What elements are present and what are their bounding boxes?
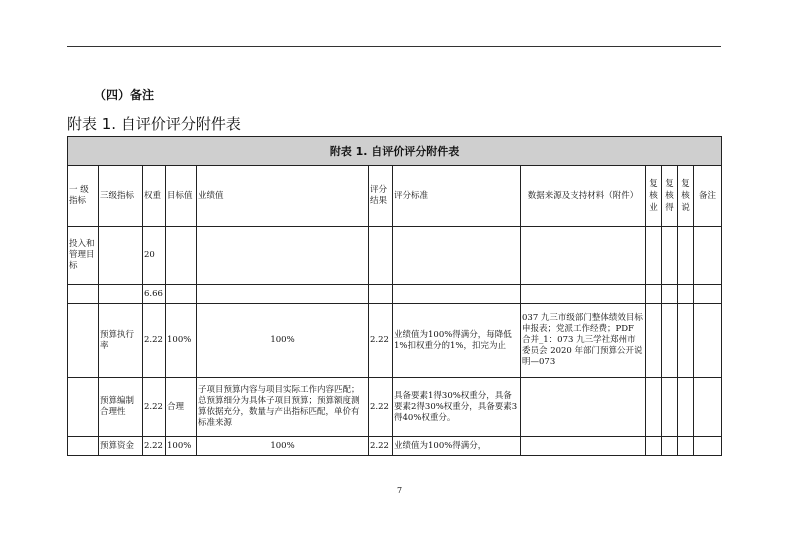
cell-review1 (646, 227, 662, 285)
cell-review2 (662, 378, 678, 437)
cell-target: 100% (166, 437, 197, 456)
cell-weight: 2.22 (143, 304, 166, 378)
header-score: 评分结果 (369, 166, 393, 227)
cell-review3 (678, 285, 694, 304)
cell-weight: 20 (143, 227, 166, 285)
header-review2: 复核得 (662, 166, 678, 227)
cell-level1 (68, 285, 99, 304)
cell-review3 (678, 437, 694, 456)
header-target: 目标值 (166, 166, 197, 227)
cell-review1 (646, 285, 662, 304)
table-row (68, 437, 722, 456)
cell-level3: 预算执行率 (99, 304, 143, 378)
cell-source: 037 九三市级部门整体绩效目标申报表；党派工作经费；PDF 合并_1：073 九三学社郑州市委员会 2020 年部门预算公开说明—073 (521, 304, 646, 378)
cell-target: 100% (166, 304, 197, 378)
cell-review1 (646, 378, 662, 437)
cell-review2 (662, 304, 678, 378)
cell-standard: 业绩值为100%得满分，每降低1%扣权重分的1%，扣完为止 (393, 304, 521, 378)
header-review3: 复核说 (678, 166, 694, 227)
cell-standard: 具备要素1得30%权重分，具备要素2得30%权重分，具备要素3得40%权重分。 (393, 378, 521, 437)
cell-level1 (68, 437, 99, 456)
section-title: （四）备注 (94, 88, 155, 102)
evaluation-table (67, 136, 721, 456)
cell-level1 (68, 378, 99, 437)
cell-review1 (646, 437, 662, 456)
header-level1: 一 级指标 (68, 166, 99, 227)
cell-level3: 预算资金 (99, 437, 143, 456)
cell-review1 (646, 304, 662, 378)
cell-weight: 2.22 (143, 378, 166, 437)
table-row (68, 285, 722, 304)
cell-performance: 100% (197, 304, 369, 378)
header-standard: 评分标准 (393, 166, 521, 227)
table-row (68, 304, 722, 378)
cell-source (521, 378, 646, 437)
table-row (68, 227, 722, 285)
header-rule (67, 46, 721, 47)
cell-remark (694, 285, 722, 304)
header-remark: 备注 (694, 166, 722, 227)
cell-performance: 100% (197, 437, 369, 456)
cell-weight: 6.66 (143, 285, 166, 304)
table-row (68, 378, 722, 437)
cell-standard: 业绩值为100%得满分， (393, 437, 521, 456)
cell-review2 (662, 437, 678, 456)
cell-source (521, 285, 646, 304)
cell-review3 (678, 227, 694, 285)
cell-level3 (99, 227, 143, 285)
cell-score (369, 227, 393, 285)
cell-weight: 2.22 (143, 437, 166, 456)
cell-level1 (68, 304, 99, 378)
cell-standard (393, 285, 521, 304)
cell-performance: 子项目预算内容与项目实际工作内容匹配；总预算细分为具体子项目预算；预算额度测算依据充分，数量与产出指标匹配，单价有标准来源 (197, 378, 369, 437)
cell-review2 (662, 227, 678, 285)
cell-target (166, 285, 197, 304)
cell-score (369, 285, 393, 304)
table-caption: 附表 1. 自评价评分附件表 (68, 137, 722, 166)
cell-level3 (99, 285, 143, 304)
header-source: 数据来源及支持材料（附件） (521, 166, 646, 227)
cell-score: 2.22 (369, 304, 393, 378)
cell-target: 合理 (166, 378, 197, 437)
cell-remark (694, 437, 722, 456)
header-performance: 业绩值 (197, 166, 369, 227)
cell-standard (393, 227, 521, 285)
cell-remark (694, 227, 722, 285)
header-review1: 复核业 (646, 166, 662, 227)
cell-score: 2.22 (369, 378, 393, 437)
table-header-row (68, 166, 722, 227)
cell-review2 (662, 285, 678, 304)
cell-target (166, 227, 197, 285)
cell-remark (694, 378, 722, 437)
cell-remark (694, 304, 722, 378)
appendix-title: 附表 1. 自评价评分附件表 (67, 115, 241, 133)
header-level3: 三级指标 (99, 166, 143, 227)
cell-level1: 投入和管理目标 (68, 227, 99, 285)
cell-performance (197, 285, 369, 304)
cell-source (521, 437, 646, 456)
cell-performance (197, 227, 369, 285)
cell-review3 (678, 378, 694, 437)
cell-source (521, 227, 646, 285)
header-weight: 权重 (143, 166, 166, 227)
cell-score: 2.22 (369, 437, 393, 456)
cell-review3 (678, 304, 694, 378)
page-number: 7 (397, 486, 403, 495)
cell-level3: 预算编制合理性 (99, 378, 143, 437)
